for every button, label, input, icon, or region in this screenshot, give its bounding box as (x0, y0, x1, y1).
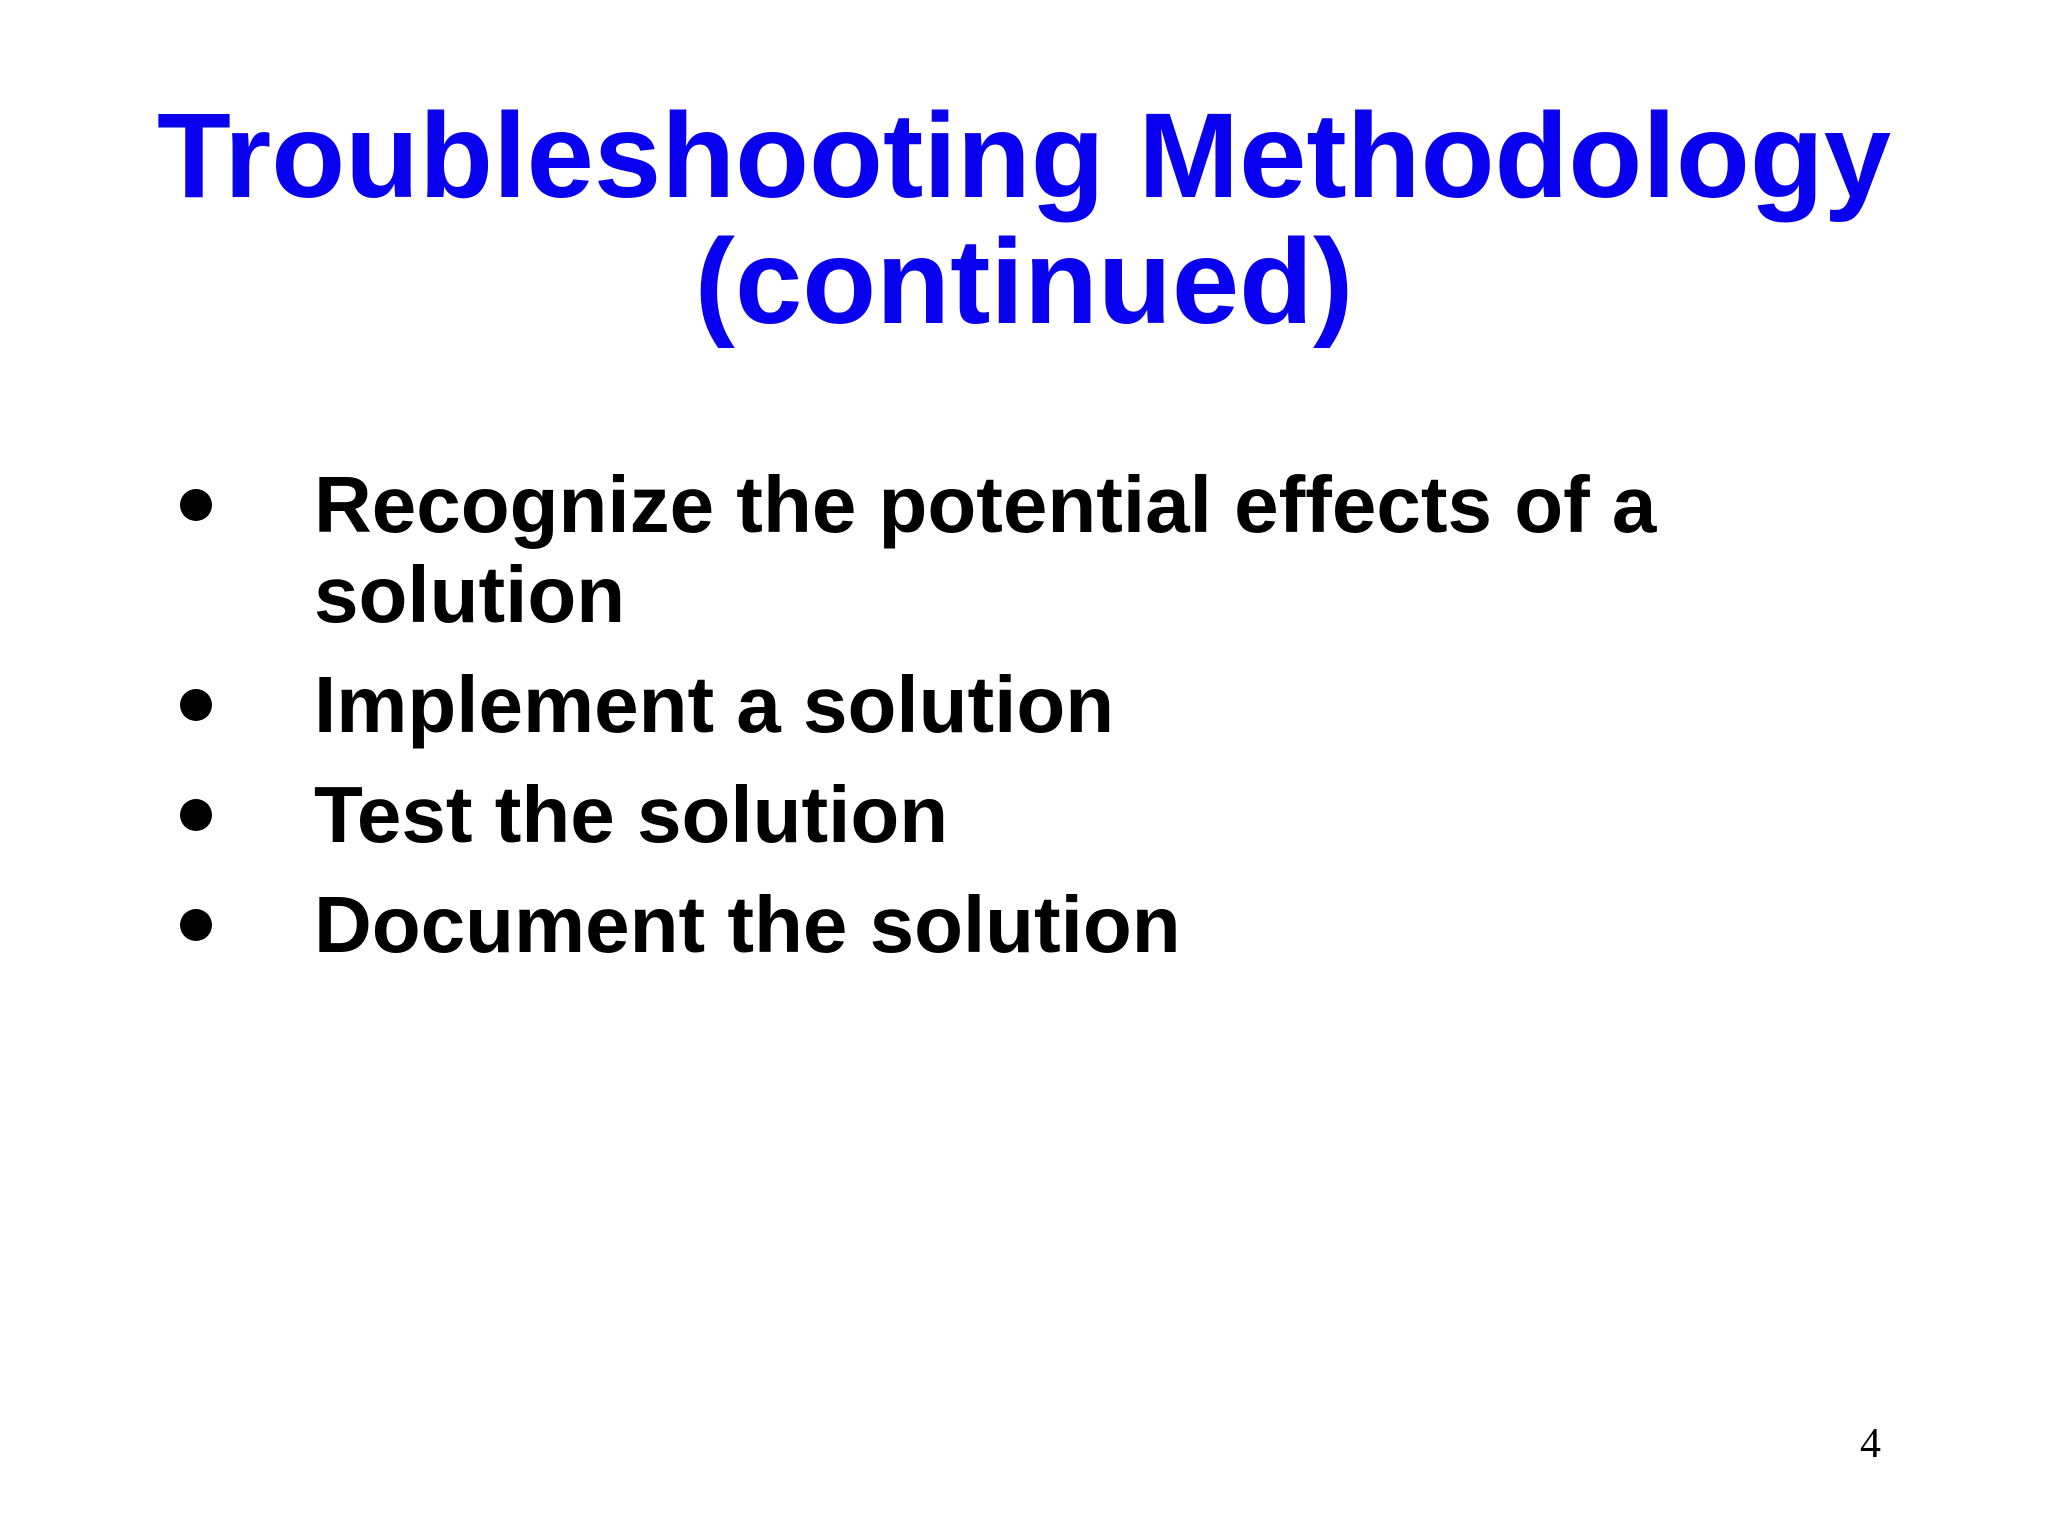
bullet-text: Test the solution (314, 770, 949, 859)
bullet-text: Recognize the potential effects of a solution (314, 460, 1657, 639)
title-line-1: Troubleshooting Methodology (156, 87, 1892, 223)
bullet-icon (180, 489, 212, 521)
bullet-text: Document the solution (314, 880, 1181, 969)
bullet-icon (180, 799, 212, 831)
page-number: 4 (1860, 1421, 1881, 1467)
bullet-icon (180, 689, 212, 721)
title-line-2: (continued) (694, 213, 1354, 349)
bullet-text: Implement a solution (314, 660, 1115, 749)
bullet-icon (180, 909, 212, 941)
